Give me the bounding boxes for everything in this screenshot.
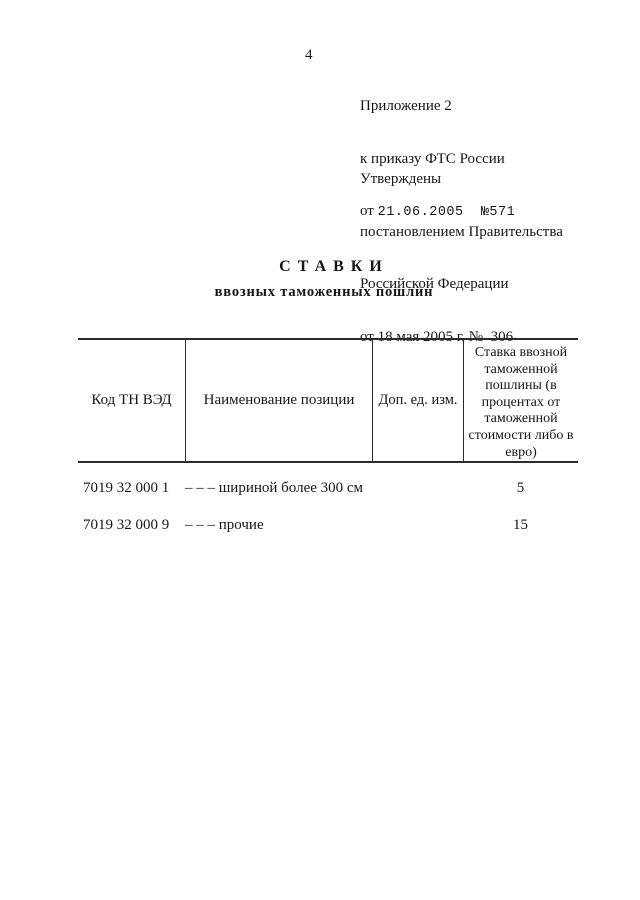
row-code: 7019 32 000 9 — [83, 517, 170, 533]
appendix-date-prefix: от — [360, 203, 378, 219]
header-unit-column: Доп. ед. изм. — [372, 340, 463, 461]
header-name-column: Наименование позиции — [185, 340, 372, 461]
approval-line-3: Российской Федерации — [360, 276, 509, 292]
row-unit — [372, 480, 463, 496]
row-name: – – – прочие — [185, 517, 264, 533]
appendix-line-2: к приказу ФТС России — [360, 150, 505, 167]
table-row — [78, 480, 578, 496]
table-body — [78, 463, 578, 533]
appendix-date-value: 21.06.2005 №571 — [377, 205, 516, 220]
page-number: 4 — [305, 47, 313, 63]
approval-line-1: Утверждены — [360, 171, 442, 187]
row-rate: 15 — [513, 517, 528, 533]
header-rate-column: Ставка ввозной таможенной пошлины (в процентах от таможенной стоимости либо в евро) — [463, 340, 578, 461]
approval-line-2: постановлением Правительства — [360, 223, 563, 240]
document-title: СТАВКИ — [279, 258, 389, 275]
tariff-table — [78, 338, 578, 554]
row-code: 7019 32 000 1 — [83, 480, 170, 496]
table-header-row — [78, 338, 578, 463]
document-subtitle: ввозных таможенных пошлин — [214, 284, 434, 300]
table-row — [78, 517, 578, 533]
row-rate: 5 — [516, 480, 525, 496]
row-unit — [372, 517, 463, 533]
header-code-column: Код ТН ВЭД — [91, 392, 172, 409]
approval-line-4: от 18 мая 2005 г. № 306 — [360, 328, 514, 345]
appendix-line-1: Приложение 2 — [360, 98, 452, 114]
row-name: – – – шириной более 300 см — [185, 480, 364, 496]
